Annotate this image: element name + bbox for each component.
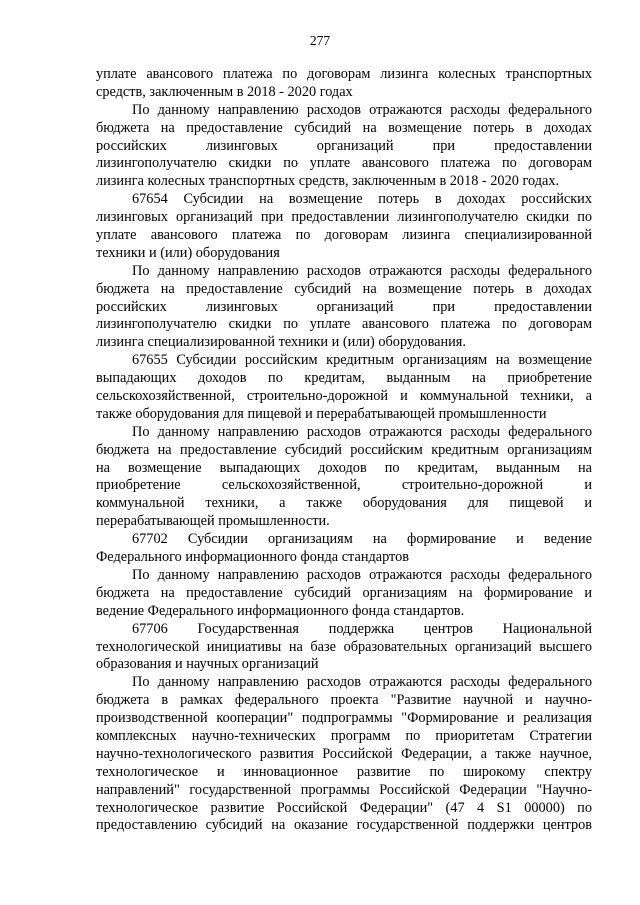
- page-number: 277: [309, 33, 331, 48]
- text-line: По данному направлению расходов отражаются расходы федерального: [132, 101, 592, 118]
- text-line: технологическое развитие Российской Федерации" (47 4 S1 00000) по: [96, 799, 592, 816]
- text-line: ведение Федерального информационного фонда стандартов.: [96, 602, 465, 619]
- text-line: направлений" государственной программы Российской Федерации "Научно-: [96, 781, 592, 798]
- text-line: приобретение сельскохозяйственной, строительно-дорожной и: [96, 477, 592, 494]
- text-line: По данному направлению расходов отражаются расходы федерального: [132, 566, 592, 583]
- text-line: лизинга специализированной техники и (или) оборудования.: [96, 334, 466, 351]
- text-line: лизинговых организаций при предоставлении лизингополучателю скидки по: [96, 209, 592, 226]
- text-line: технологической инициативы на базе образовательных организаций высшего: [96, 638, 592, 655]
- text-line: По данному направлению расходов отражаются расходы федерального: [132, 674, 592, 691]
- text-line: образования и научных организаций: [96, 656, 319, 673]
- text-line: бюджета в рамках федерального проекта "Развитие научной и научно-: [96, 692, 592, 709]
- text-line: бюджета на предоставление субсидий на возмещение потерь в доходах: [96, 280, 592, 297]
- text-line: По данному направлению расходов отражаются расходы федерального: [132, 423, 592, 440]
- text-line: российских лизинговых организаций при предоставлении: [96, 298, 592, 315]
- text-line: предоставлению субсидий на оказание государственной поддержки центров: [96, 817, 592, 834]
- text-line: лизингополучателю скидки по уплате авансового платежа по договорам: [96, 316, 592, 333]
- text-line: на возмещение выпадающих доходов по кредитам, выданным на: [96, 459, 592, 476]
- text-line: комплексных научно-технических программ по приоритетам Стратегии: [96, 727, 592, 744]
- text-line: коммунальной техники, а также оборудования для пищевой и: [96, 495, 592, 512]
- text-line: средств, заключенным в 2018 - 2020 годах: [96, 83, 353, 100]
- text-line: технологическое и инновационное развитие по широкому спектру: [96, 763, 592, 780]
- text-line: лизингополучателю скидки по уплате авансового платежа по договорам: [96, 155, 592, 172]
- text-line: научно-технологического развития Российской Федерации, а также научное,: [96, 745, 592, 762]
- text-line: Федерального информационного фонда стандартов: [96, 549, 410, 566]
- text-line: российских лизинговых организаций при предоставлении: [96, 137, 592, 154]
- text-line: сельскохозяйственной, строительно-дорожной и коммунальной техники, а: [96, 388, 592, 405]
- text-line: 67706 Государственная поддержка центров Национальной: [132, 620, 592, 637]
- text-line: уплате авансового платежа по договорам лизинга специализированной: [96, 227, 592, 244]
- text-line: также оборудования для пищевой и перерабатывающей промышленности: [96, 405, 547, 422]
- text-line: 67655 Субсидии российским кредитным организациям на возмещение: [132, 352, 592, 369]
- text-line: По данному направлению расходов отражаются расходы федерального: [132, 262, 592, 279]
- text-line: бюджета на предоставление субсидий организациям на формирование и: [96, 584, 592, 601]
- text-line: лизинга колесных транспортных средств, заключенным в 2018 - 2020 годах.: [96, 173, 560, 190]
- text-line: 67702 Субсидии организациям на формирование и ведение: [132, 531, 592, 548]
- text-line: перерабатывающей промышленности.: [96, 513, 330, 530]
- text-line: бюджета на предоставление субсидий российским кредитным организациям: [96, 441, 592, 458]
- text-line: бюджета на предоставление субсидий на возмещение потерь в доходах: [96, 119, 592, 136]
- document-body-text: [96, 66, 592, 835]
- text-line: уплате авансового платежа по договорам лизинга колесных транспортных: [96, 66, 592, 82]
- text-line: 67654 Субсидии на возмещение потерь в доходах российских: [132, 191, 592, 208]
- text-line: производственной кооперации" подпрограммы "Формирование и реализация: [96, 710, 592, 727]
- text-line: техники и (или) оборудования: [96, 244, 280, 261]
- text-line: выпадающих доходов по кредитам, выданным на приобретение: [96, 370, 592, 387]
